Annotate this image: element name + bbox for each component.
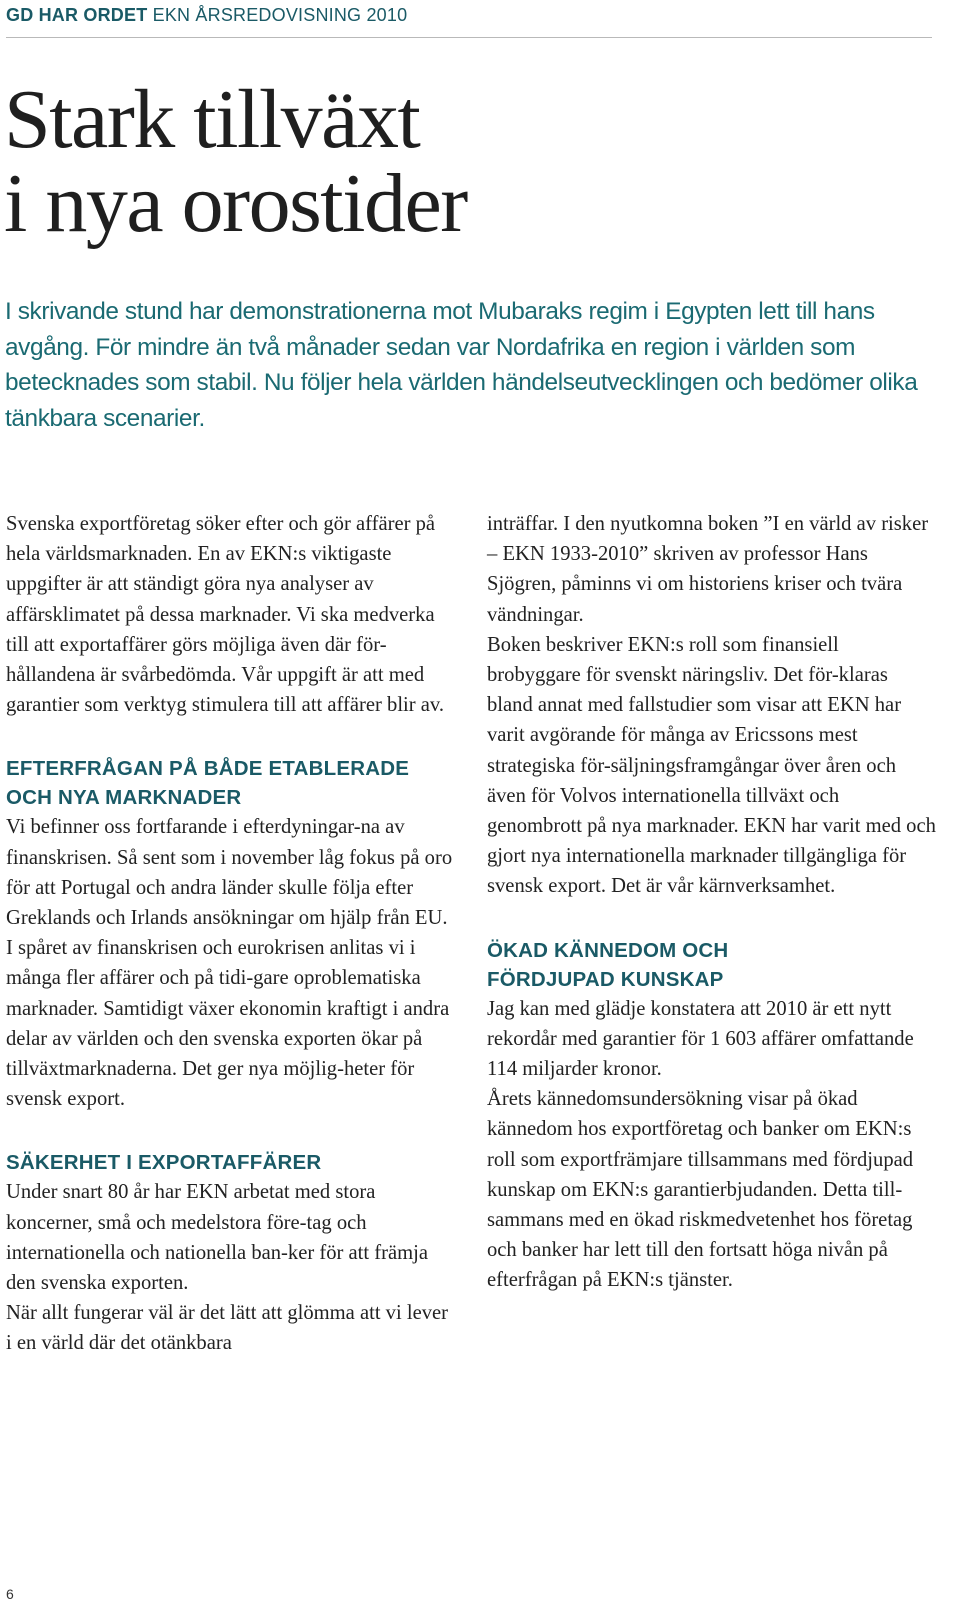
ingress: I skrivande stund har demonstrationerna mot Mubaraks regim i Egypten lett till hans avgång. För mindre än två månader sedan var Nordafrika en region i världen som betecknades som stabil. Nu följer hela världen händelseutvecklingen och bedömer olika tänkbara scenarier. [5, 298, 918, 432]
section-label: GD HAR ORDET [6, 5, 148, 25]
body-paragraph: Jag kan med glädje konstatera att 2010 är ett nytt rekordår med garantier för 1 603 affärer omfattande 114 miljarder kronor. [487, 997, 914, 1081]
right-column [487, 509, 937, 1296]
header-rule [6, 37, 932, 38]
body-paragraph: Svenska exportföretag söker efter och gör affärer på hela världsmarknaden. En av EKN:s viktigaste uppgifter är att ständigt göra nya analyser av affärsklimatet på dessa marknader. Vi ska medverka till att exportaffärer görs möjliga även där för-hållandena är svårbedömda. Vår uppgift är att med garantier som verktyg stimulera till att affärer blir av. [6, 513, 445, 717]
running-head [6, 5, 407, 26]
body-paragraph: Vi befinner oss fortfarande i efterdyningar-na av finanskrisen. Så sent som i november låg fokus på oro för att Portugal och andra länder skulle följa efter Greklands och Irlands ansökningar om hjälp från EU. [6, 816, 453, 930]
page-title [4, 73, 467, 250]
publication-label: EKN ÅRSREDOVISNING 2010 [152, 5, 408, 25]
body-paragraph: När allt fungerar väl är det lätt att glömma att vi lever i en värld där det otänkbara [6, 1302, 449, 1355]
body-paragraph: Årets kännedomsundersökning visar på ökad kännedom hos exportföretag och banker om EKN:s roll som exportfrämjare tillsammans med fördjupad kunskap om EKN:s garantierbjudanden. Detta till-sammans med en ökad riskmedvetenhet hos företag och banker har lett till den fortsatt höga nivån på efterfrågan på EKN:s tjänster. [487, 1088, 914, 1292]
page-number: 6 [6, 1586, 14, 1602]
body-paragraph: Boken beskriver EKN:s roll som finansiell brobyggare för svenskt näringsliv. Det för-klaras bland annat med fallstudier som visar att EKN har varit avgörande för många av Ericssons mest strategiska för-säljningsframgångar över åren och även för Volvos internationella tillväxt och genombrott på nya marknader. EKN har varit med och gjort nya internationella marknader tillgängliga för svensk export. Det är vår kärnverksamhet. [487, 633, 936, 898]
body-paragraph: I spåret av finanskrisen och eurokrisen anlitas vi i många fler affärer och på tidi-gare oproblematiska marknader. Samtidigt växer ekonomin kraftigt i andra delar av världen och den svenska exporten ökar på tillväxtmarknaderna. Det ger nya möjlig-heter för svensk export. [6, 937, 450, 1111]
section-heading [487, 936, 937, 994]
title-line-2: i nya orostider [4, 157, 467, 250]
section-heading: SÄKERHET I EXPORTAFFÄRER [6, 1151, 322, 1175]
body-paragraph: inträffar. I den nyutkomna boken ”I en värld av risker – EKN 1933-2010” skriven av professor Hans Sjögren, påminns vi om historiens kriser och tvära vändningar. [487, 513, 929, 626]
heading-line: OCH NYA MARKNADER [6, 786, 242, 810]
heading-line: FÖRDJUPAD KUNSKAP [487, 967, 724, 991]
heading-line: ÖKAD KÄNNEDOM OCH [487, 938, 729, 962]
heading-line: EFTERFRÅGAN PÅ BÅDE ETABLERADE [6, 757, 410, 781]
left-column [6, 509, 456, 1359]
section-heading [6, 754, 456, 812]
body-paragraph: Under snart 80 år har EKN arbetat med stora koncerner, små och medelstora före-tag och internationella och nationella ban-ker för att främja den svenska exporten. [6, 1181, 428, 1295]
title-line-1: Stark tillväxt [4, 73, 420, 166]
